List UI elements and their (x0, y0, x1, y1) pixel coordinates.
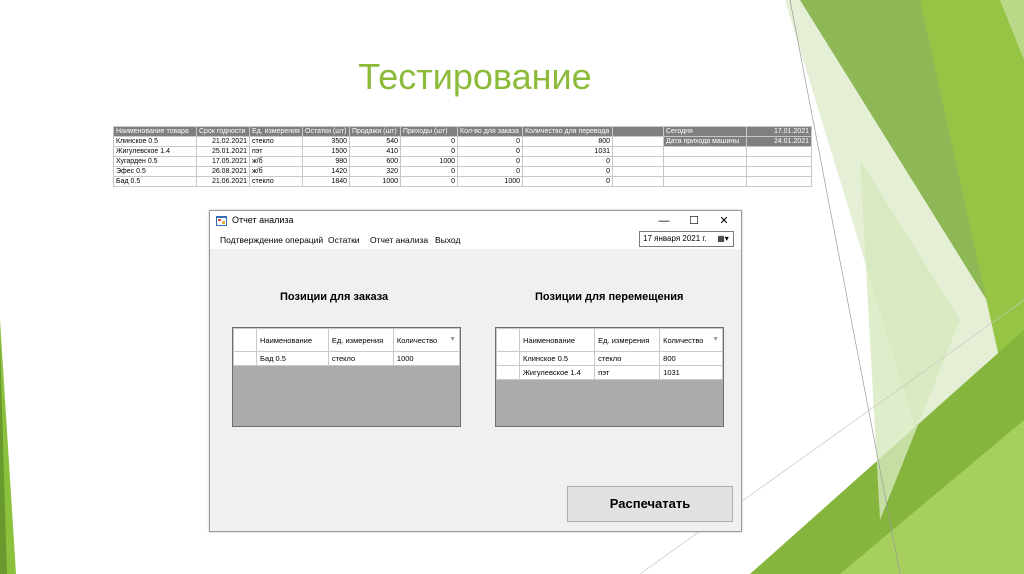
cell: 1000 (401, 157, 458, 167)
column-header: Наименование товара (114, 127, 197, 137)
menu-item-stock[interactable]: Остатки (328, 235, 360, 245)
column-header: Количество для перевода (523, 127, 613, 137)
column-header-name[interactable]: Наименование (520, 329, 595, 352)
spreadsheet-side-panel (663, 126, 812, 187)
filter-arrow-icon[interactable]: ▼ (449, 335, 456, 343)
row-header-corner (497, 329, 520, 352)
row-header[interactable] (497, 352, 520, 366)
table-row (114, 137, 664, 147)
cell: 1500 (303, 147, 350, 157)
table-row[interactable] (234, 352, 460, 366)
cell: 21.02.2021 (197, 137, 250, 147)
cell: 25.01.2021 (197, 147, 250, 157)
empty-cell (664, 177, 747, 187)
today-label: Сегодня (664, 127, 747, 137)
cell[interactable]: Бад 0.5 (257, 352, 329, 366)
column-header-quantity-label: Количество (663, 335, 704, 345)
cell[interactable]: пэт (595, 366, 660, 380)
column-header-quantity-label: Количество (396, 335, 438, 345)
cell: 0 (401, 137, 458, 147)
cell: 800 (523, 137, 613, 147)
grid-header-row (234, 329, 460, 352)
cell: 21.06.2021 (197, 177, 250, 187)
cell: 0 (523, 167, 613, 177)
order-grid[interactable] (232, 327, 461, 427)
column-header: Кол-во для заказа (458, 127, 523, 137)
empty-cell (613, 147, 664, 157)
cell: ж/б (250, 157, 303, 167)
truck-date-value: 24.01.2021 (747, 137, 812, 147)
empty-cell (664, 147, 747, 157)
column-header: Срок годности (197, 127, 250, 137)
cell: 0 (401, 147, 458, 157)
order-table (233, 328, 460, 366)
column-header-name[interactable]: Наименование (257, 329, 329, 352)
cell: 540 (350, 137, 401, 147)
empty-cell (664, 157, 747, 167)
table-row (114, 167, 664, 177)
cell: ж/б (250, 167, 303, 177)
cell: 0 (458, 167, 523, 177)
cell: Бад 0.5 (114, 177, 197, 187)
cell: 0 (458, 137, 523, 147)
cell[interactable]: Жигулевское 1.4 (520, 366, 595, 380)
cell: 26.08.2021 (197, 167, 250, 177)
slide-title: Тестирование (358, 56, 592, 97)
empty-cell (747, 157, 812, 167)
cell: 1420 (303, 167, 350, 177)
cell: 0 (523, 177, 613, 187)
cell: 1840 (303, 177, 350, 187)
empty-cell (613, 167, 664, 177)
empty-cell (613, 157, 664, 167)
today-value: 17.01.2021 (747, 127, 812, 137)
column-header-quantity[interactable] (660, 329, 723, 352)
column-header-quantity[interactable] (393, 329, 459, 352)
empty-cell (613, 137, 664, 147)
table-row[interactable] (497, 366, 723, 380)
transfer-section-title: Позиции для перемещения (535, 291, 684, 303)
spreadsheet-table (113, 126, 664, 187)
cell: 410 (350, 147, 401, 157)
cell[interactable]: 1000 (393, 352, 459, 366)
minimize-button[interactable]: — (658, 215, 670, 227)
row-header[interactable] (234, 352, 257, 366)
cell: 0 (458, 147, 523, 157)
cell: стекло (250, 177, 303, 187)
cell: Эфес 0.5 (114, 167, 197, 177)
column-header: Приходы (шт) (401, 127, 458, 137)
menu-item-exit[interactable]: Выход (435, 235, 461, 245)
cell: 3500 (303, 137, 350, 147)
column-header: Продажи (шт) (350, 127, 401, 137)
title-bar[interactable] (210, 211, 741, 231)
cell[interactable]: 1031 (660, 366, 723, 380)
empty-cell (613, 127, 664, 137)
cell: 600 (350, 157, 401, 167)
cell: 0 (401, 177, 458, 187)
truck-date-label: Дата прихода машины (664, 137, 747, 147)
cell: пэт (250, 147, 303, 157)
spreadsheet-header-row (114, 127, 664, 137)
empty-cell (747, 177, 812, 187)
table-row[interactable] (497, 352, 723, 366)
transfer-grid[interactable] (495, 327, 724, 427)
cell: 0 (523, 157, 613, 167)
cell: 1000 (350, 177, 401, 187)
cell: 980 (303, 157, 350, 167)
window-title: Отчет анализа (232, 215, 294, 225)
table-row (114, 157, 664, 167)
table-row (114, 147, 664, 157)
column-header-unit[interactable]: Ед. измерения (328, 329, 393, 352)
row-header-corner (234, 329, 257, 352)
grid-header-row (497, 329, 723, 352)
column-header: Ед. измерения (250, 127, 303, 137)
date-picker-value: 17 января 2021 г. (643, 234, 707, 243)
empty-cell (747, 147, 812, 157)
cell[interactable]: стекло (328, 352, 393, 366)
spreadsheet (113, 126, 664, 187)
cell: 320 (350, 167, 401, 177)
filter-arrow-icon[interactable]: ▼ (712, 335, 719, 343)
menu-item-confirm-operations[interactable]: Подтверждение операций (220, 235, 324, 245)
table-row (114, 177, 664, 187)
app-icon (216, 216, 227, 226)
menu-item-analysis-report[interactable]: Отчет анализа (370, 235, 429, 245)
report-window (209, 210, 742, 532)
empty-cell (613, 177, 664, 187)
transfer-table (496, 328, 723, 380)
side-table (663, 126, 812, 187)
cell[interactable]: стекло (595, 352, 660, 366)
cell: 0 (401, 167, 458, 177)
column-header: Остатки (шт) (303, 127, 350, 137)
cell: стекло (250, 137, 303, 147)
column-header-unit[interactable]: Ед. измерения (595, 329, 660, 352)
row-header[interactable] (497, 366, 520, 380)
empty-cell (664, 167, 747, 177)
cell[interactable]: Клинское 0.5 (520, 352, 595, 366)
order-section-title: Позиции для заказа (280, 291, 389, 303)
cell: 1031 (523, 147, 613, 157)
maximize-button[interactable]: ☐ (689, 215, 699, 227)
close-button[interactable]: ✕ (719, 215, 729, 227)
cell: 1000 (458, 177, 523, 187)
cell: Хугарден 0.5 (114, 157, 197, 167)
empty-cell (747, 167, 812, 177)
cell: 17.05.2021 (197, 157, 250, 167)
cell: 0 (458, 157, 523, 167)
calendar-dropdown-icon[interactable]: ▦▾ (717, 234, 729, 243)
cell: Жигулевское 1.4 (114, 147, 197, 157)
cell[interactable]: 800 (660, 352, 723, 366)
date-picker[interactable] (639, 231, 734, 247)
print-button[interactable]: Распечатать (567, 486, 733, 522)
cell: Клинское 0.5 (114, 137, 197, 147)
